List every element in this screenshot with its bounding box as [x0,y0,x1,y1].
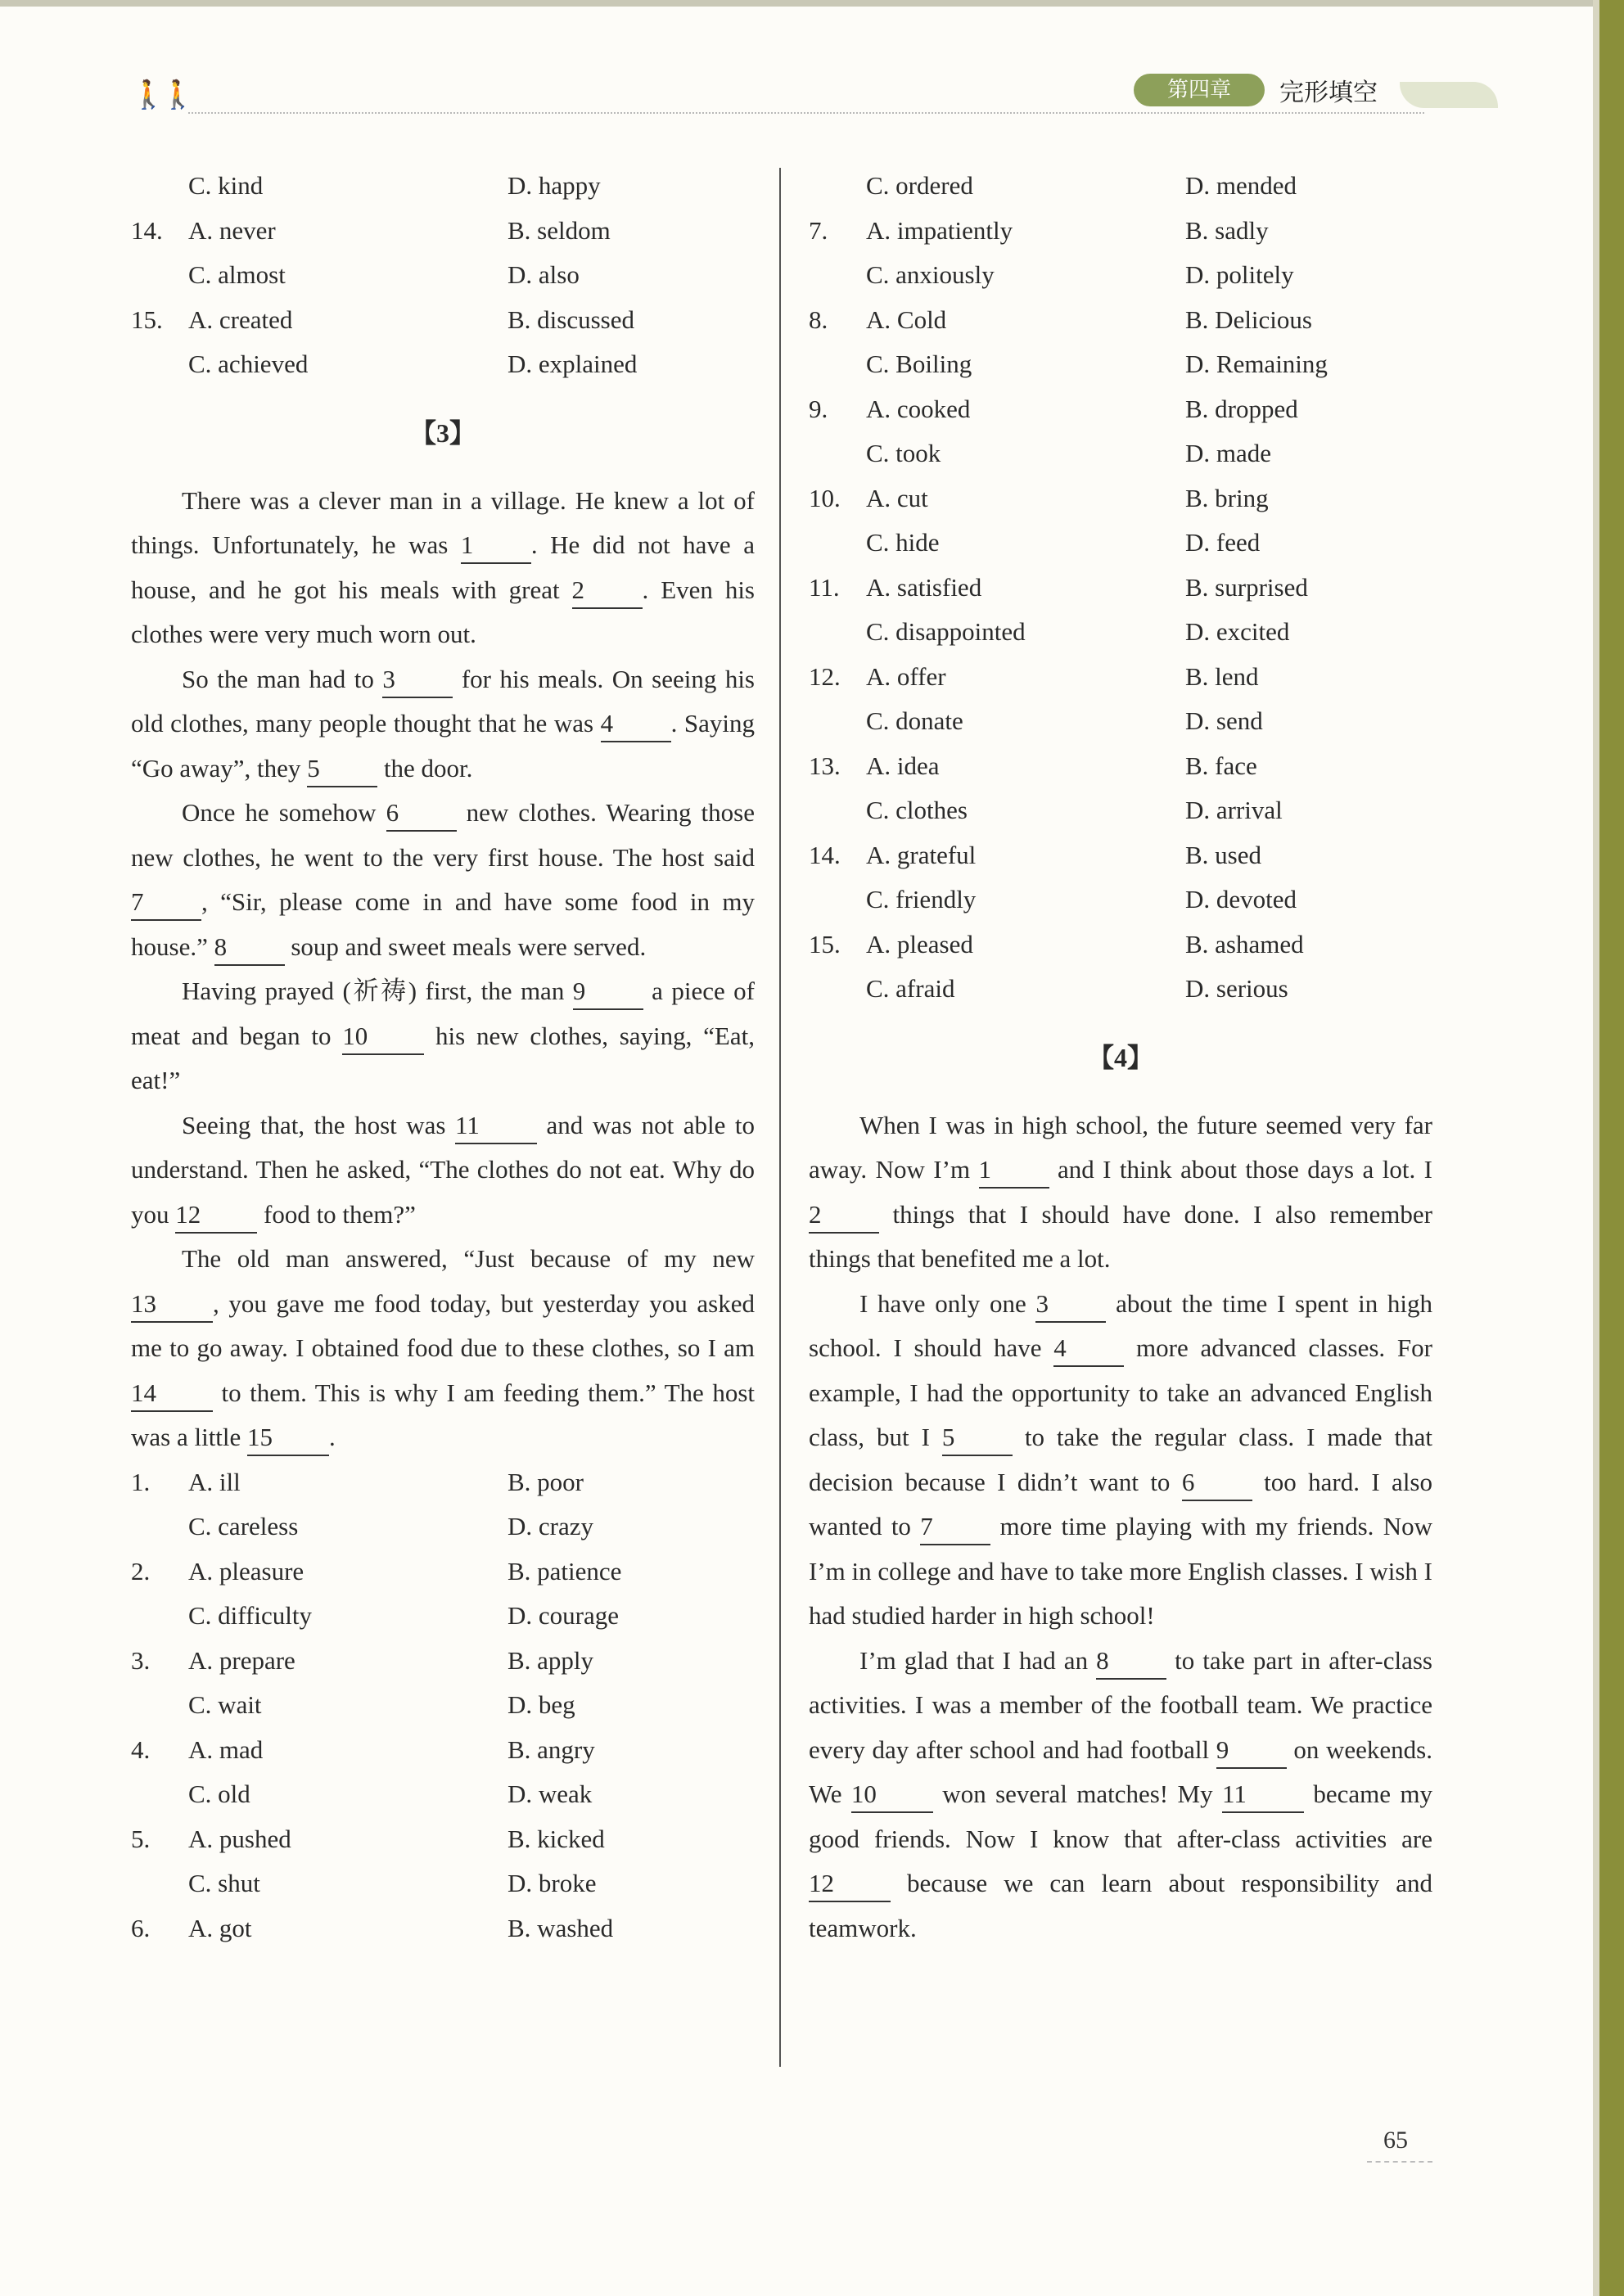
option-left: A. satisfied [866,572,982,602]
option-right: D. serious [1185,974,1288,1003]
option-row [809,476,1432,521]
option-left: C. anxiously [866,260,995,289]
option-row [131,1460,755,1505]
text-run: Having prayed (祈祷) first, the man [182,977,573,1005]
option-right: B. kicked [508,1824,605,1853]
option-right: D. send [1185,706,1263,735]
option-right: D. politely [1185,260,1294,289]
blank-11[interactable]: 11 [1222,1777,1304,1813]
option-right: D. crazy [508,1512,593,1540]
option-row [131,1594,755,1639]
blank-15[interactable]: 15 [247,1420,329,1456]
option-row [131,209,755,254]
text-run: new clothes. Wearing those new clothes, he went to the very first house. The host said [131,798,755,872]
text-run: . [329,1423,336,1451]
option-left: A. idea [866,751,940,780]
option-row [809,342,1432,387]
option-left: A. impatiently [866,215,1013,245]
option-left: A. prepare [188,1645,295,1675]
option-right: B. Delicious [1185,304,1312,334]
option-left: C. kind [188,171,264,200]
option-row [809,744,1432,789]
option-right: D. feed [1185,528,1261,557]
option-row [809,566,1432,611]
text-run: soup and sweet meals were served. [284,931,647,961]
passage-4-text [809,1103,1432,1951]
option-left: C. clothes [866,796,968,824]
option-row [809,967,1432,1012]
text-run: too hard. I also wanted to [809,1467,1432,1540]
blank-13[interactable]: 13 [131,1287,213,1323]
paragraph [809,1103,1432,1282]
blank-1[interactable]: 1 [461,528,531,564]
blank-14[interactable]: 14 [131,1376,213,1412]
option-right: B. lend [1185,661,1259,691]
question-number: 10. [809,483,841,512]
text-run: I’m glad that I had an [859,1645,1097,1675]
blank-4[interactable]: 4 [601,706,671,742]
option-right: B. dropped [1185,394,1298,423]
text-run: a piece of meat and began to [131,977,755,1050]
option-right: B. washed [508,1913,614,1942]
option-row [131,1861,755,1906]
option-row [131,1504,755,1549]
question-number: 9. [809,394,828,423]
paragraph [131,1237,755,1460]
question-number: 14. [131,215,163,245]
header-rule [188,112,1424,114]
text-run: his new clothes, saying, “Eat, eat!” [131,1021,755,1094]
blank-10[interactable]: 10 [342,1019,424,1055]
blank-8[interactable]: 8 [1096,1644,1166,1680]
option-left: C. achieved [188,350,309,378]
blank-6[interactable]: 6 [386,796,457,832]
paragraph [131,791,755,969]
text-run: more time playing with my friends. Now I’m in college and have to take more English classes. I wish I had studied harder in high school! [809,1512,1432,1630]
option-left: C. Boiling [866,350,972,378]
option-left: A. Cold [866,304,947,334]
blank-9[interactable]: 9 [573,974,643,1010]
page-number-ornament [1367,2161,1432,2163]
text-run: . Saying “Go away”, they [131,709,755,783]
option-row [131,1549,755,1595]
blank-9[interactable]: 9 [1216,1733,1287,1769]
option-right: B. face [1185,751,1257,780]
page-top-edge [0,0,1599,7]
text-run: and I think about those days a lot. I [1049,1155,1432,1184]
option-right: B. ashamed [1185,929,1304,959]
option-right: D. courage [508,1601,619,1630]
option-left: A. pushed [188,1824,291,1853]
text-run: , you gave me food today, but yesterday you asked me to go away. I obtained food due to these clothes, so I am [131,1288,755,1362]
blank-1[interactable]: 1 [979,1153,1049,1189]
option-right: B. angry [508,1734,595,1764]
left-column [131,164,755,1951]
blank-8[interactable]: 8 [214,930,285,966]
text-run: food to them?” [257,1199,416,1229]
option-left: C. disappointed [866,617,1026,646]
option-left: C. difficulty [188,1601,312,1630]
question-number: 4. [131,1734,151,1764]
text-run: to take part in after-class activities. I was a member of the football team. We practice every day after school and had football [809,1645,1432,1764]
option-left: C. ordered [866,171,973,200]
option-row [809,387,1432,432]
text-run: . He did not have a house, and he got his meals with great [131,530,755,604]
text-run: became my good friends. Now I know that after-class activities are [809,1780,1432,1853]
option-right: D. weak [508,1780,593,1808]
option-row [131,1728,755,1773]
text-run: When I was in high school, the future seemed very far away. Now I’m [809,1110,1432,1184]
paragraph [809,1282,1432,1639]
text-run: Once he somehow [182,798,386,827]
question-number: 12. [809,661,841,691]
text-run: more advanced classes. For example, I had the opportunity to take an advanced English class, but I [809,1333,1432,1451]
option-right: B. sadly [1185,215,1269,245]
option-row [131,1683,755,1728]
passage-3-options-right [809,164,1432,1012]
text-run: on weekends. We [809,1734,1432,1808]
option-row [131,164,755,209]
text-run: The old man answered, “Just because of my new [182,1244,755,1273]
option-row [809,655,1432,700]
option-left: C. careless [188,1512,299,1540]
option-left: A. cooked [866,394,971,423]
right-column [809,164,1432,1951]
page-binding-edge [1599,0,1624,2296]
question-number: 7. [809,215,828,245]
blank-10[interactable]: 10 [851,1777,933,1813]
option-row [809,833,1432,878]
paragraph [809,1639,1432,1951]
option-right: B. patience [508,1556,622,1586]
question-number: 15. [809,929,841,959]
option-right: B. poor [508,1467,584,1496]
question-number: 2. [131,1556,151,1586]
question-number: 14. [809,840,841,869]
option-right: B. seldom [508,215,611,245]
option-left: A. never [188,215,276,245]
option-row [809,699,1432,744]
option-left: A. ill [188,1467,241,1496]
option-left: C. shut [188,1869,260,1897]
blank-3[interactable]: 3 [382,662,453,698]
question-number: 1. [131,1467,151,1496]
option-right: D. happy [508,171,601,200]
leaf-ornament-icon [1400,82,1498,108]
option-right: B. bring [1185,483,1269,512]
text-run: the door. [377,753,473,783]
option-right: D. made [1185,439,1272,467]
option-left: A. got [188,1913,252,1942]
passage-3-text [131,479,755,1460]
blank-7[interactable]: 7 [920,1509,990,1545]
text-run: There was a clever man in a village. He knew a lot of things. Unfortunately, he was [131,485,755,559]
option-row [131,253,755,298]
text-run: I have only one [859,1288,1036,1318]
option-right: D. also [508,260,580,289]
option-right: D. Remaining [1185,350,1328,378]
blank-5[interactable]: 5 [942,1420,1013,1456]
blank-2[interactable]: 2 [809,1198,879,1234]
option-left: C. almost [188,260,286,289]
option-row [131,1639,755,1684]
text-run: Seeing that, the host was [182,1110,456,1139]
paragraph [131,657,755,792]
question-number: 8. [809,304,828,334]
people-icon: 🚶🚶 [131,80,191,111]
option-row [131,1906,755,1951]
option-left: A. mad [188,1734,264,1764]
text-run: things that I should have done. I also remember things that benefited me a lot. [809,1199,1432,1273]
text-run: won several matches! My [932,1780,1222,1808]
option-left: A. created [188,304,293,334]
option-row [131,1817,755,1862]
paragraph [131,479,755,657]
option-row [809,164,1432,209]
blank-6[interactable]: 6 [1182,1465,1252,1501]
option-right: D. broke [508,1869,597,1897]
option-row [809,922,1432,968]
option-right: B. discussed [508,304,634,334]
option-right: D. beg [508,1690,575,1719]
option-left: C. donate [866,706,963,735]
option-row [809,298,1432,343]
blank-4[interactable]: 4 [1053,1331,1124,1367]
option-row [809,521,1432,566]
question-number: 13. [809,751,841,780]
option-row [809,431,1432,476]
passage-3-options-left [131,1460,755,1951]
text-run: for his meals. On seeing his old clothes, many people thought that he was [131,664,755,738]
option-right: D. mended [1185,171,1297,200]
option-right: B. apply [508,1645,594,1675]
paragraph [131,1103,755,1238]
column-divider [779,168,781,2067]
text-run: , “Sir, please come in and have some food in my house.” [131,887,755,961]
option-right: D. devoted [1185,885,1297,913]
blank-5[interactable]: 5 [307,751,377,787]
option-left: C. wait [188,1690,262,1719]
blank-2[interactable]: 2 [572,573,643,609]
option-left: A. pleasure [188,1556,304,1586]
option-right: D. explained [508,350,638,378]
option-left: A. grateful [866,840,977,869]
text-run: So the man had to [182,664,383,693]
page-number: 65 [1383,2127,1408,2154]
option-row [809,253,1432,298]
option-left: C. afraid [866,974,955,1003]
chapter-badge: 第四章 [1134,74,1265,106]
section-title: 完形填空 [1279,79,1378,107]
text-run: and was not able to understand. Then he asked, “The clothes do not eat. Why do you [131,1110,755,1229]
option-row [809,610,1432,655]
option-row [131,1772,755,1817]
option-left: C. old [188,1780,250,1808]
option-right: D. excited [1185,617,1290,646]
option-left: A. cut [866,483,928,512]
question-number: 15. [131,304,163,334]
blank-11[interactable]: 11 [455,1108,537,1144]
option-left: C. hide [866,528,940,557]
question-number: 5. [131,1824,151,1853]
page-binding-shadow [1593,0,1599,2296]
paragraph [131,969,755,1103]
question-number: 6. [131,1913,151,1942]
passage-3-title: 【3】 [409,417,476,448]
text-run: . Even his clothes were very much worn out. [131,575,755,648]
blank-7[interactable]: 7 [131,885,201,921]
text-run: to take the regular class. I made that decision because I didn’t want to [809,1423,1433,1496]
blank-12[interactable]: 12 [175,1198,257,1234]
option-left: A. offer [866,661,946,691]
option-right: D. arrival [1185,796,1283,824]
option-row [131,298,755,343]
text-run: because we can learn about responsibility and teamwork. [809,1869,1432,1942]
passage-4-title: 【4】 [1087,1042,1153,1072]
option-row [131,342,755,387]
option-left: C. took [866,439,941,467]
text-run: about the time I spent in high school. I should have [809,1288,1433,1362]
option-left: A. pleased [866,929,973,959]
question-number: 3. [131,1645,151,1675]
blank-12[interactable]: 12 [809,1866,891,1902]
option-left: C. friendly [866,885,977,913]
question-number: 11. [809,572,840,602]
option-row [809,788,1432,833]
page-header [123,65,1424,123]
blank-3[interactable]: 3 [1035,1287,1106,1323]
option-row [809,877,1432,922]
text-run: to them. This is why I am feeding them.” The host was a little [131,1378,755,1451]
option-row [809,209,1432,254]
option-right: B. surprised [1185,572,1308,602]
option-right: B. used [1185,840,1261,869]
prev-passage-options [131,164,755,387]
